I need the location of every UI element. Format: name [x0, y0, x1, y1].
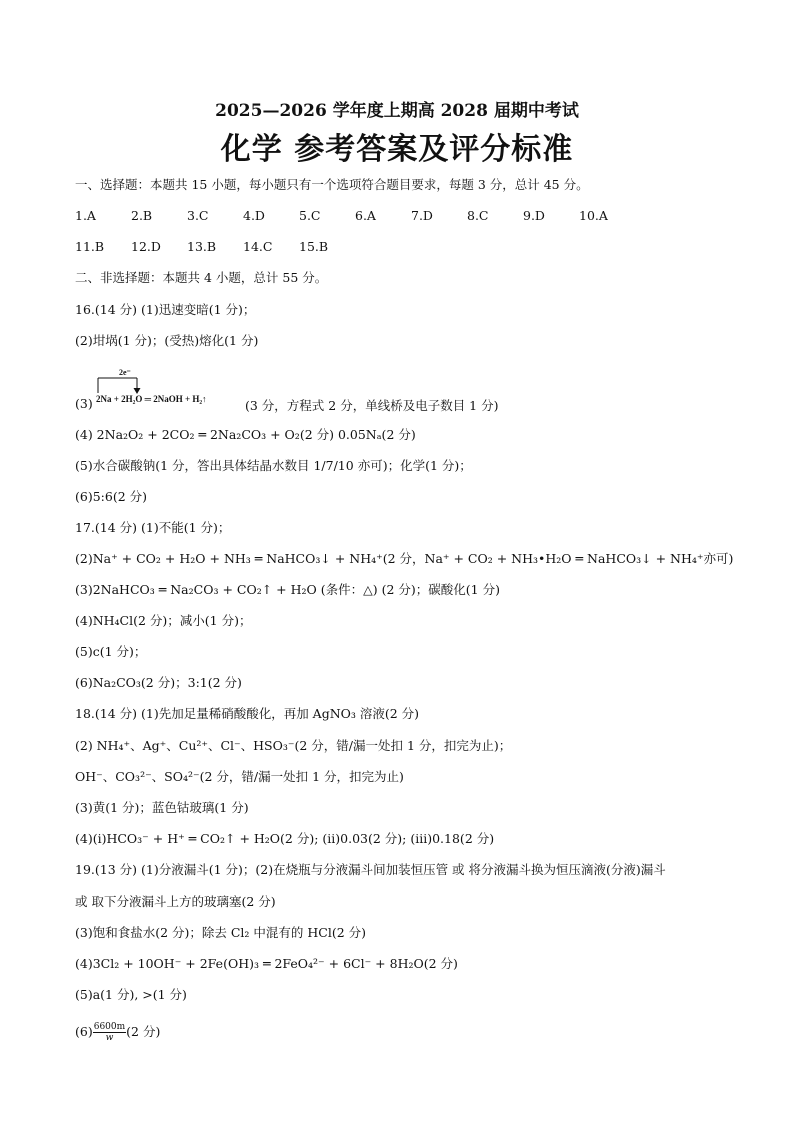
q18-line-1: 18.(14 分) (1)先加足量稀硝酸酸化，再加 AgNO₃ 溶液(2 分) [75, 706, 420, 721]
q19-line-4: (4)3Cl₂ + 10OH⁻ + 2Fe(OH)₃ ═ 2FeO₄²⁻ + 6Cl⁻ + 8H₂O(2 分) [75, 956, 458, 971]
q17-line-2: (2)Na⁺ + CO₂ + H₂O + NH₃ ═ NaHCO₃↓ + NH₄⁺(2 分，Na⁺ + CO₂ + NH₃•H₂O ═ NaHCO₃↓ + NH₄⁺亦可) [75, 551, 734, 566]
q16-line-5: (5)水合碳酸钠(1 分，答出具体结晶水数目 1/7/10 亦可)；化学(1 分)； [75, 458, 472, 473]
q16-part-3-label: (3) [75, 396, 93, 411]
q17-line-1: 17.(14 分) (1)不能(1 分)； [75, 520, 231, 535]
sodium-water-equation: 2Na + 2H₂O ═ 2NaOH + H₂↑ [96, 394, 207, 404]
answer-11: 11.B [75, 239, 105, 254]
answer-8: 8.C [467, 208, 489, 223]
q19-part-6-label: (6) [75, 1024, 93, 1039]
q18-line-4: (3)黄(1 分)；蓝色钴玻璃(1 分) [75, 800, 249, 815]
q17-line-4: (4)NH₄Cl(2 分)；减小(1 分)； [75, 613, 252, 628]
q16-part-3-scoring: (3 分，方程式 2 分，单线桥及电子数目 1 分) [245, 398, 499, 413]
answer-15: 15.B [299, 239, 329, 254]
answer-3: 3.C [187, 208, 209, 223]
answer-10: 10.A [579, 208, 608, 223]
document-title: 化学 参考答案及评分标准 [220, 132, 574, 167]
answer-12: 12.D [131, 239, 161, 254]
q19-line-1: 19.(13 分) (1)分液漏斗(1 分)；(2)在烧瓶与分液漏斗间加装恒压管 或 将分液漏斗换为恒压滴液(分液)漏斗 [75, 862, 666, 877]
q19-line-5: (5)a(1 分), >(1 分) [75, 987, 187, 1002]
q18-line-5: (4)(i)HCO₃⁻ + H⁺ ═ CO₂↑ + H₂O(2 分); (ii)0.03(2 分); (iii)0.18(2 分) [75, 831, 495, 846]
section-2-title: 二、非选择题：本题共 4 小题，总计 55 分。 [75, 270, 328, 285]
section-1-title: 一、选择题：本题共 15 小题，每小题只有一个选项符合题目要求，每题 3 分，总计 45 分。 [75, 177, 589, 192]
electron-count-label: 2e⁻ [119, 368, 131, 377]
q19-line-3: (3)饱和食盐水(2 分)；除去 Cl₂ 中混有的 HCl(2 分) [75, 925, 367, 940]
single-line-bridge-arrow [93, 368, 173, 396]
q16-line-4: (4) 2Na₂O₂ + 2CO₂ ═ 2Na₂CO₃ + O₂(2 分) 0.05Nₐ(2 分) [75, 427, 416, 442]
q16-line-1: 16.(14 分) (1)迅速变暗(1 分)； [75, 302, 256, 317]
q16-line-6: (6)5:6(2 分) [75, 489, 148, 504]
choice-answers-row-1 [75, 208, 608, 224]
answer-5: 5.C [299, 208, 321, 223]
answer-7: 7.D [411, 208, 433, 223]
answer-1: 1.A [75, 208, 96, 223]
answer-fraction [93, 1022, 126, 1043]
q19-line-6 [75, 1022, 160, 1043]
answer-14: 14.C [243, 239, 273, 254]
q18-line-2: (2) NH₄⁺、Ag⁺、Cu²⁺、Cl⁻、HSO₃⁻(2 分，错/漏一处扣 1 分，扣完为止)； [75, 738, 512, 753]
answer-4: 4.D [243, 208, 265, 223]
answer-2: 2.B [131, 208, 153, 223]
choice-answers-row-2 [75, 239, 328, 255]
q17-line-6: (6)Na₂CO₃(2 分)；3:1(2 分) [75, 675, 242, 690]
exam-title: 2025—2026 学年度上期高 2028 届期中考试 [215, 101, 579, 121]
q16-line-2: (2)坩埚(1 分)；(受热)熔化(1 分) [75, 333, 259, 348]
answer-13: 13.B [187, 239, 217, 254]
q19-part-6-score: (2 分) [126, 1024, 161, 1039]
q17-line-5: (5)c(1 分)； [75, 644, 147, 659]
q17-line-3: (3)2NaHCO₃ ═ Na₂CO₃ + CO₂↑ + H₂O (条件：△) (2 分)；碳酸化(1 分) [75, 582, 500, 597]
answer-9: 9.D [523, 208, 545, 223]
fraction-denominator: w [105, 1033, 114, 1043]
q18-line-3: OH⁻、CO₃²⁻、SO₄²⁻(2 分，错/漏一处扣 1 分，扣完为止) [75, 769, 404, 784]
q19-line-2: 或 取下分液漏斗上方的玻璃塞(2 分) [75, 894, 276, 909]
q16-equation-block [75, 368, 615, 414]
fraction-numerator: 6600m [93, 1022, 126, 1032]
answer-6: 6.A [355, 208, 376, 223]
